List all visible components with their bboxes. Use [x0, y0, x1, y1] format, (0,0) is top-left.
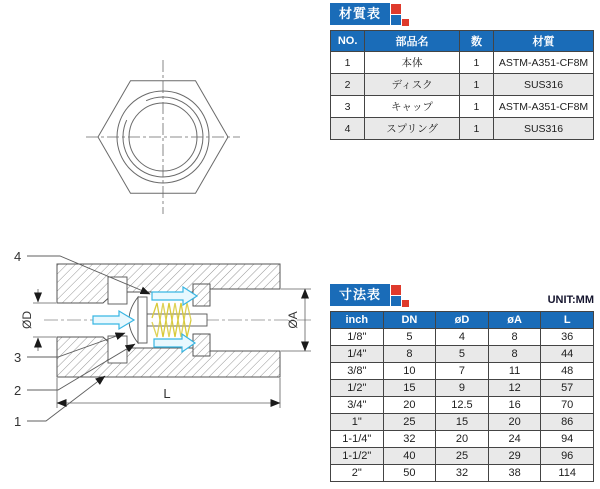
table-cell: 1	[459, 96, 493, 118]
table-cell: 3	[331, 96, 365, 118]
table-cell: 50	[383, 465, 436, 482]
table-cell: 1/8"	[331, 329, 384, 346]
table-cell: 40	[383, 448, 436, 465]
table-cell: 38	[488, 465, 541, 482]
dimension-table-panel	[330, 284, 594, 482]
table-cell: 1/2"	[331, 380, 384, 397]
front-view-drawing	[86, 60, 240, 214]
table-cell: 48	[541, 363, 594, 380]
table-cell: SUS316	[494, 118, 594, 140]
table-cell: 4	[436, 329, 489, 346]
table-cell: 3/8"	[331, 363, 384, 380]
callout-3: 3	[14, 350, 22, 365]
dimension-table	[330, 311, 594, 482]
table-cell: 10	[383, 363, 436, 380]
table-row	[331, 363, 594, 380]
table-cell: 36	[541, 329, 594, 346]
column-header: NO.	[331, 31, 365, 52]
callout-2: 2	[14, 383, 22, 398]
dimension-table-title: 寸法表	[330, 284, 390, 306]
table-cell: 11	[488, 363, 541, 380]
title-decoration	[390, 3, 412, 28]
table-cell: 8	[488, 346, 541, 363]
table-row	[331, 380, 594, 397]
column-header: øD	[436, 312, 489, 329]
table-cell: 70	[541, 397, 594, 414]
table-row	[331, 118, 594, 140]
decoration-square-blue	[391, 296, 401, 306]
callout-1: 1	[14, 414, 22, 429]
title-decoration	[390, 284, 412, 309]
table-cell: 7	[436, 363, 489, 380]
table-cell: 15	[436, 414, 489, 431]
thread-relief-top	[108, 277, 127, 304]
table-cell: 32	[436, 465, 489, 482]
dim-d-label: ØD	[20, 311, 34, 329]
dimension-table-header-row	[331, 312, 594, 329]
table-cell: 1-1/2"	[331, 448, 384, 465]
table-cell: 4	[331, 118, 365, 140]
table-cell: SUS316	[494, 74, 594, 96]
table-cell: 1-1/4"	[331, 431, 384, 448]
table-row	[331, 465, 594, 482]
table-row	[331, 397, 594, 414]
table-cell: 44	[541, 346, 594, 363]
table-cell: 5	[436, 346, 489, 363]
table-cell: 20	[488, 414, 541, 431]
unit-label: UNIT:MM	[547, 294, 594, 306]
flow-arrow-inlet-icon	[93, 311, 134, 329]
decoration-square-red	[391, 285, 401, 295]
table-cell: 2	[331, 74, 365, 96]
table-cell: 8	[488, 329, 541, 346]
table-row	[331, 52, 594, 74]
table-cell: 1	[331, 52, 365, 74]
table-cell: 3/4"	[331, 397, 384, 414]
table-cell: 94	[541, 431, 594, 448]
dim-l-label: L	[163, 386, 171, 401]
dim-a-label: ØA	[286, 311, 300, 329]
column-header: inch	[331, 312, 384, 329]
table-cell: 114	[541, 465, 594, 482]
table-cell: 9	[436, 380, 489, 397]
column-header: 数	[459, 31, 493, 52]
table-cell: 57	[541, 380, 594, 397]
table-row	[331, 329, 594, 346]
table-cell: 5	[383, 329, 436, 346]
material-table-title: 材質表	[330, 3, 390, 25]
table-cell: 15	[383, 380, 436, 397]
table-cell: 2"	[331, 465, 384, 482]
table-row	[331, 414, 594, 431]
table-cell: 25	[383, 414, 436, 431]
dimension-table-header	[330, 284, 594, 309]
material-table-panel	[330, 3, 594, 140]
table-cell: 25	[436, 448, 489, 465]
table-row	[331, 448, 594, 465]
column-header: DN	[383, 312, 436, 329]
decoration-square-blue	[391, 15, 401, 25]
table-cell: 本体	[365, 52, 460, 74]
table-cell: 12.5	[436, 397, 489, 414]
table-cell: 12	[488, 380, 541, 397]
table-cell: ASTM-A351-CF8M	[494, 52, 594, 74]
table-cell: 1	[459, 52, 493, 74]
table-cell: 1/4"	[331, 346, 384, 363]
table-cell: 32	[383, 431, 436, 448]
table-cell: キャップ	[365, 96, 460, 118]
section-view-drawing	[14, 249, 314, 429]
table-row	[331, 74, 594, 96]
decoration-square-red-small	[402, 300, 409, 307]
table-row	[331, 96, 594, 118]
table-cell: 16	[488, 397, 541, 414]
table-cell: ディスク	[365, 74, 460, 96]
table-cell: 1	[459, 118, 493, 140]
table-cell: ASTM-A351-CF8M	[494, 96, 594, 118]
material-table-header	[330, 3, 594, 28]
leader-1	[27, 376, 105, 421]
callout-4: 4	[14, 249, 22, 264]
table-row	[331, 346, 594, 363]
table-cell: 86	[541, 414, 594, 431]
decoration-square-red	[391, 4, 401, 14]
table-cell: 1"	[331, 414, 384, 431]
table-cell: 20	[436, 431, 489, 448]
table-cell: 8	[383, 346, 436, 363]
table-cell: 96	[541, 448, 594, 465]
table-cell: 24	[488, 431, 541, 448]
table-cell: スプリング	[365, 118, 460, 140]
column-header: øA	[488, 312, 541, 329]
column-header: 部品名	[365, 31, 460, 52]
decoration-square-red-small	[402, 19, 409, 26]
material-table-header-row	[331, 31, 594, 52]
table-cell: 20	[383, 397, 436, 414]
material-table	[330, 30, 594, 140]
table-cell: 1	[459, 74, 493, 96]
column-header: L	[541, 312, 594, 329]
table-row	[331, 431, 594, 448]
column-header: 材質	[494, 31, 594, 52]
table-cell: 29	[488, 448, 541, 465]
